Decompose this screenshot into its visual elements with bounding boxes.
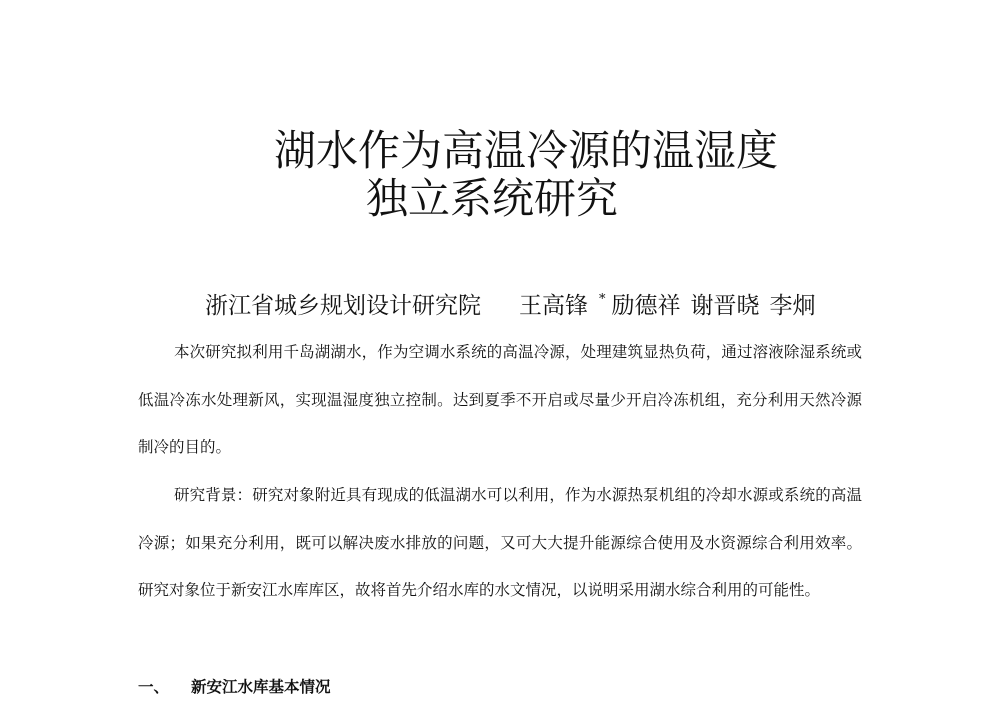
author-name: 李炯 bbox=[769, 293, 816, 319]
author-name: 励德祥 bbox=[611, 293, 681, 319]
background-paragraph: 研究背景：研究对象附近具有现成的低温湖水可以利用，作为水源热泵机组的冷却水源或系统的高温冷源；如果充分利用，既可以解决废水排放的问题，又可大大提升能源综合使用及水资源综合利用效率。研究对象位于新安江水库库区，故将首先介绍水库的水文情况，以说明采用湖水综合利用的可能性。 bbox=[138, 486, 862, 599]
author-name: 王高锋 bbox=[519, 293, 588, 319]
corresponding-author-mark: * bbox=[599, 292, 606, 307]
section-heading bbox=[138, 675, 331, 699]
section-number: 一、 bbox=[138, 678, 170, 696]
author-name: 谢晋晓 bbox=[690, 293, 760, 319]
author-line bbox=[205, 285, 826, 321]
section-title: 新安江水库基本情况 bbox=[191, 678, 331, 696]
paper-title-line-2: 独立系统研究 bbox=[366, 174, 619, 223]
abstract-paragraph: 本次研究拟利用千岛湖湖水，作为空调水系统的高温冷源，处理建筑显热负荷，通过溶液除湿系统或低温冷冻水处理新风，实现温湿度独立控制。达到夏季不开启或尽量少开启冷冻机组，充分利用天然冷源制冷的目的。 bbox=[138, 343, 862, 456]
institution: 浙江省城乡规划设计研究院 bbox=[205, 293, 481, 319]
paper-title-line-1: 湖水作为高温冷源的温湿度 bbox=[274, 126, 779, 175]
